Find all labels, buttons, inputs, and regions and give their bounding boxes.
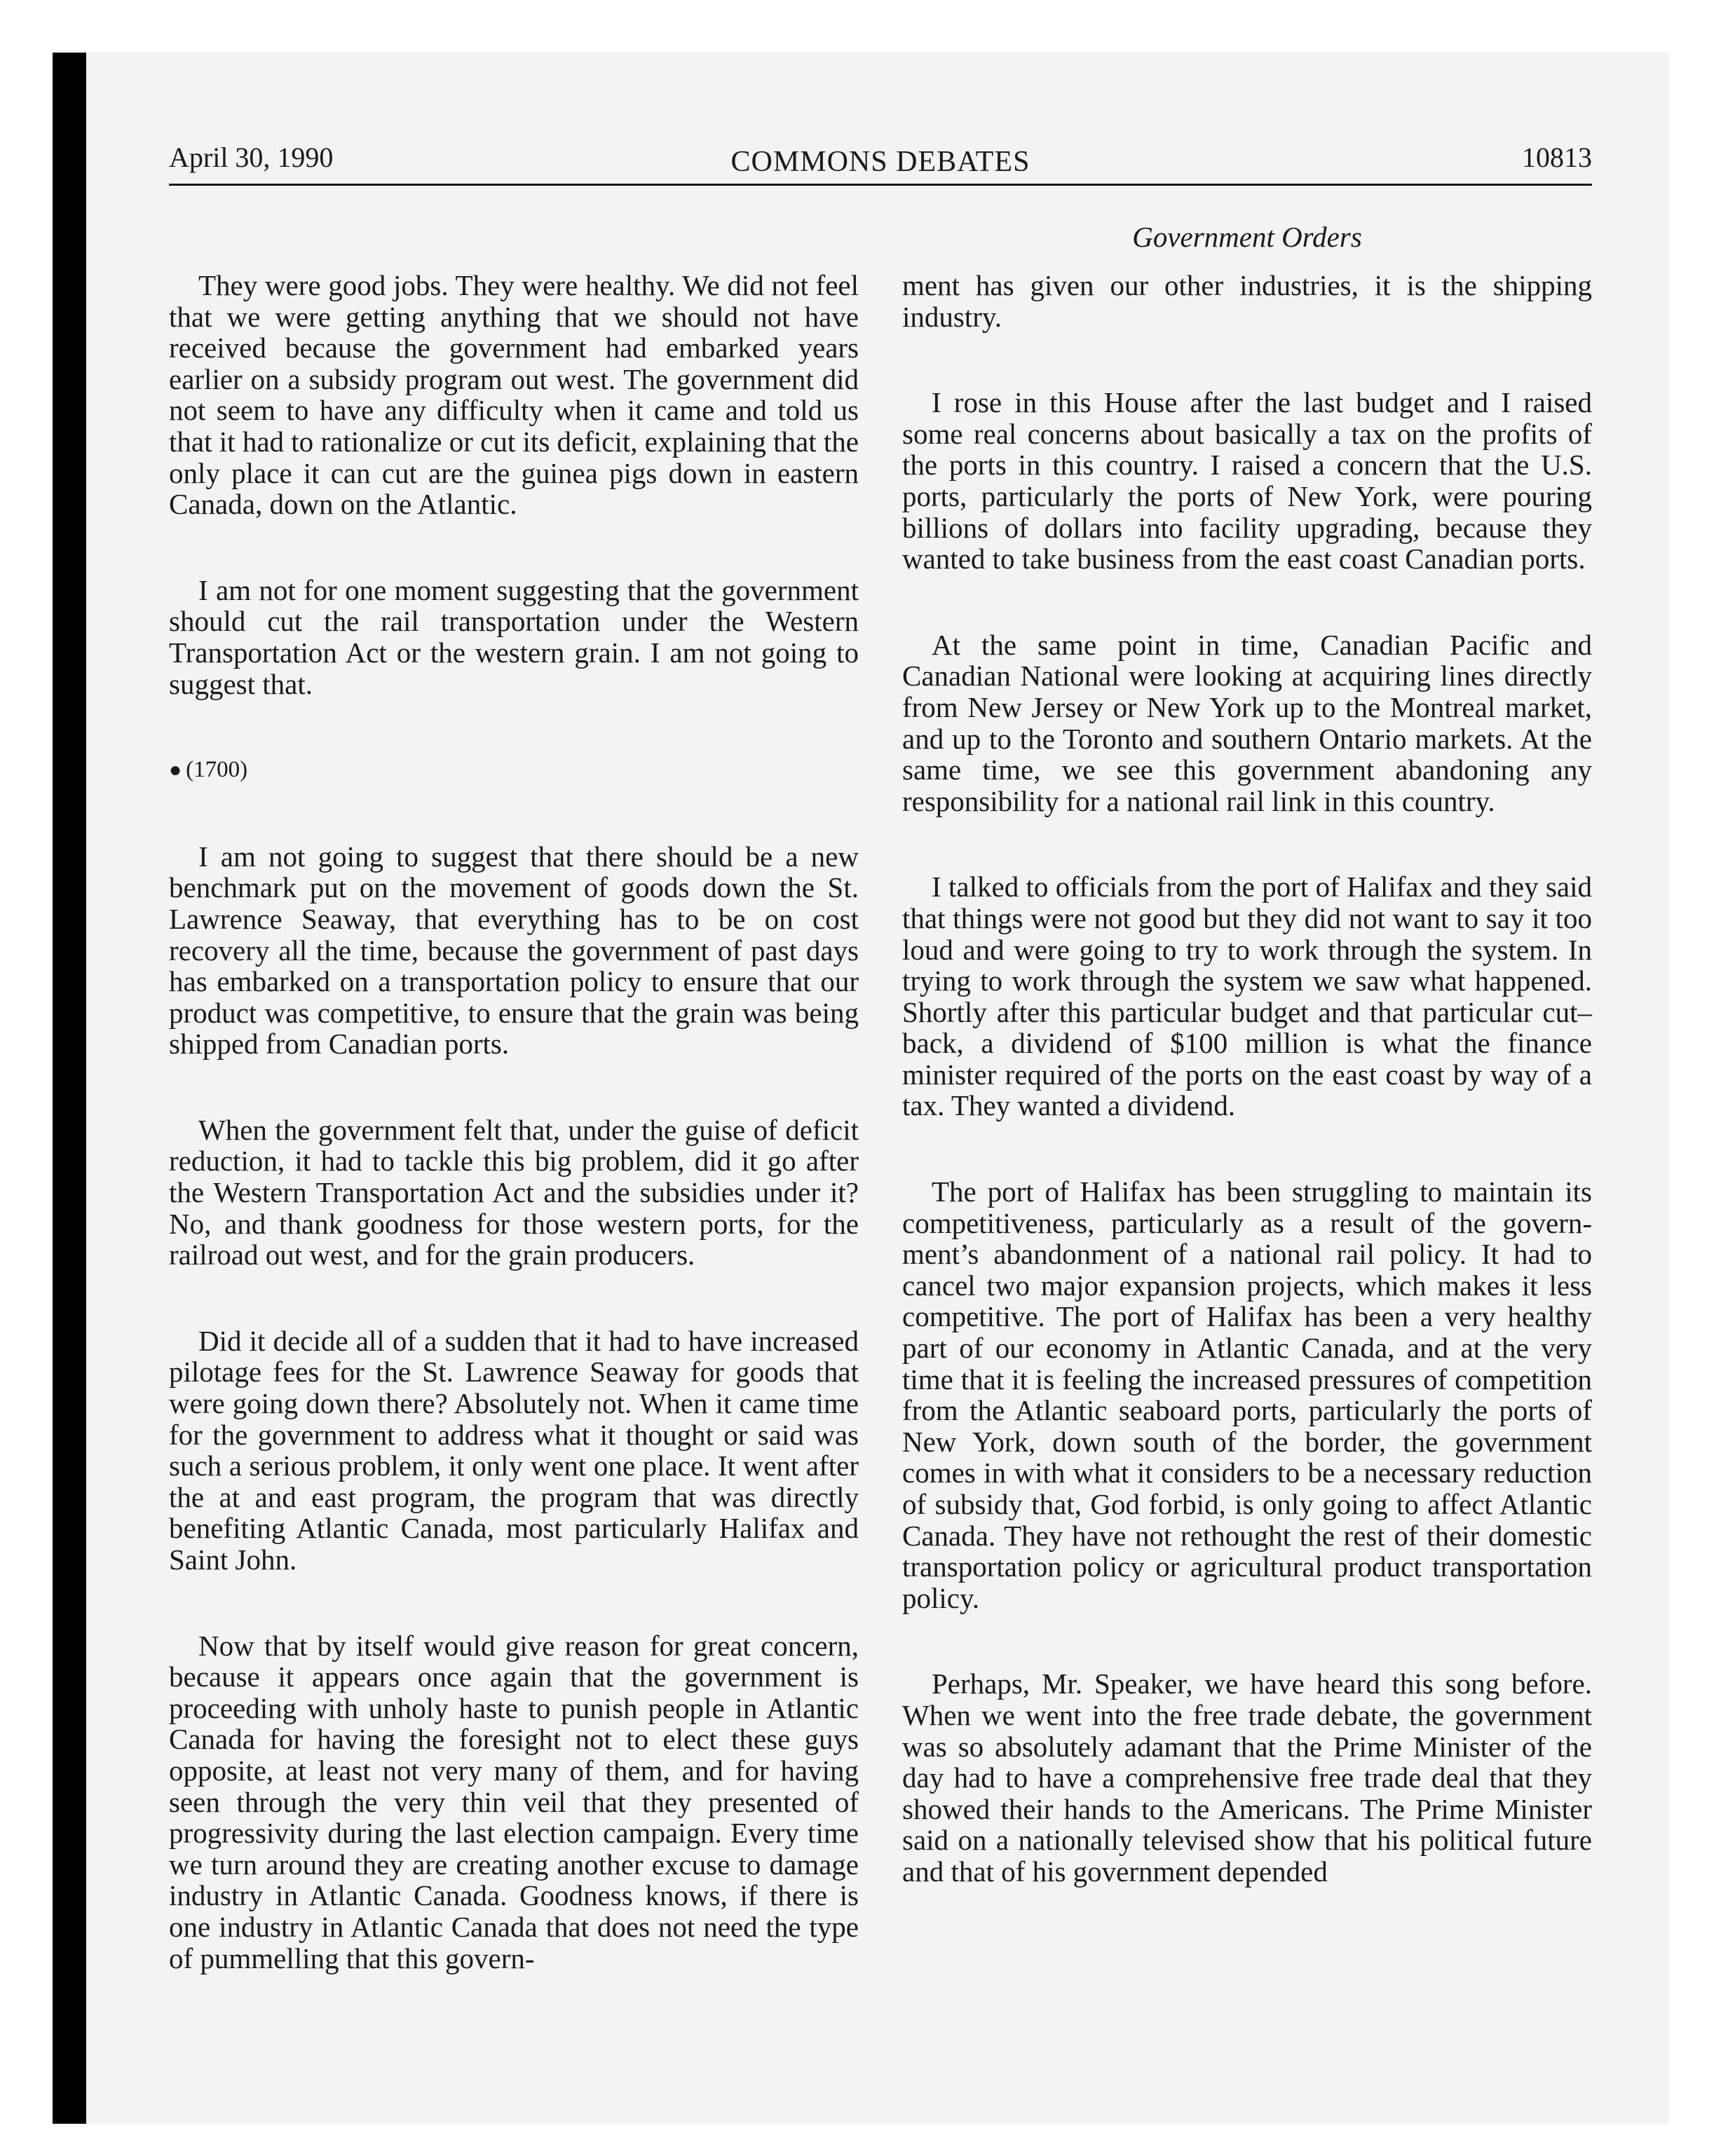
paragraph: At the same point in time, Canadian Pacific and Canadian National were looking at acquiring lines directly from New Jersey or New York up to the Montreal market, and up to the Toronto and southern Ontario markets. At the same time, we see this government abandoning any responsibility for a national rail link in this country. — [902, 628, 1592, 817]
scan-border — [53, 53, 86, 2124]
paragraph: I rose in this House after the last budget and I raised some real concerns about basically a tax on the profits of the ports in this country. I raised a concern that the U.S. ports, particularly the ports of New York, were pouring billions of dollars into facility upgrading, because they wanted to take business from the east coast Canadian ports. — [902, 386, 1592, 575]
paragraph: I am not going to suggest that there should be a new benchmark put on the movement of goods down the St. Lawrence Seaway, that everything has to be on cost recovery all the time, because the government of past days has embarked on a transportation policy to ensure that our product was competitive, to ensure that the grain was being shipped from Canadian ports. — [169, 840, 859, 1060]
paragraph: Did it decide all of a sudden that it had to have increased pilotage fees for the St. Lawrence Seaway for goods that were going down there? Absolutely not. When it came time for the government to address what it thought or said was such a serious problem, it only went one place. It went after the at and east program, the program that was directly benefiting Atlantic Canada, most particularly Halifax and Saint John. — [169, 1324, 859, 1576]
paragraph: I am not for one moment suggesting that the government should cut the rail transportation under the Western Transportation Act or the western grain. I am not going to suggest that. — [169, 573, 859, 700]
bullet-icon: ● — [169, 758, 182, 782]
paragraph: They were good jobs. They were healthy. We did not feel that we were getting anything that we should not have received because the government had embarked years earlier on a subsidy program out west. The government did not seem to have any difficulty when it came and told us that it had to rationalize or cut its deficit, explaining that the only place it can cut are the guinea pigs down in eastern Canada, down on the Atlantic. — [169, 269, 859, 521]
left-column — [169, 270, 859, 1974]
paragraph: Perhaps, Mr. Speaker, we have heard this song before. When we went into the free trade debate, the government was so absolutely adamant that the Prime Minister of the day had to have a comprehensive free trade deal that they showed their hands to the Americans. The Prime Minister said on a nationally televised show that his political future and that of his government depended — [902, 1667, 1592, 1888]
page-header — [169, 137, 1592, 179]
paragraph: When the government felt that, under the guise of deficit reduction, it had to tackle this big problem, did it go after the Western Transportation Act and the subsidies under it? No, and thank goodness for those western ports, for the railroad out west, and for the grain producers. — [169, 1113, 859, 1271]
header-page-number: 10813 — [1522, 142, 1592, 173]
paragraph: Now that by itself would give reason for great concern, because it appears once again that the government is proceeding with unholy haste to punish people in Atlantic Canada for having the foresight not to elect these guys opposite, at least not very many of them, and for having seen through the very thin veil that they presented of progressivity during the last election campaign. Every time we turn around they are creating another excuse to damage industry in Atlantic Canada. Goodness knows, if there is one industry in Atlantic Canada that does not need the type of pummelling that this govern- — [169, 1629, 859, 1974]
section-label: Government Orders — [1132, 221, 1362, 253]
time-marker — [169, 754, 859, 786]
header-rule — [169, 184, 1592, 186]
paragraph: I talked to officials from the port of Halifax and they said that things were not good but they did not want to say it too loud and were going to try to work through the system. In trying to work through the system we saw what happened. Shortly after this particular budget and that particular cut–back, a dividend of $100 million is what the finance minister required of the ports on the east coast by way of a tax. They wanted a dividend. — [902, 871, 1592, 1122]
paragraph-continued: ment has given our other industries, it is the shipping industry. — [902, 269, 1592, 333]
header-title: COMMONS DEBATES — [730, 146, 1030, 178]
paragraph: The port of Halifax has been struggling to maintain its competitiveness, particularly as a result of the government’s abandonment of a national rail policy. It had to cancel two major expansion projects, which makes it less competitive. The port of Halifax has been a very healthy part of our economy in Atlantic Canada, and at the very time that it is feeling the increased pressures of competition from the Atlantic seaboard ports, particularly the ports of New York, down south of the border, the government comes in with what it considers to be a necessary reduction of subsidy that, God forbid, is only going to affect Atlantic Canada. They have not rethought the rest of their domestic transportation policy or agricultural product transportation policy. — [902, 1175, 1592, 1614]
header-date: April 30, 1990 — [169, 142, 334, 173]
right-column — [902, 270, 1592, 1888]
time-marker-text: (1700) — [186, 757, 248, 783]
